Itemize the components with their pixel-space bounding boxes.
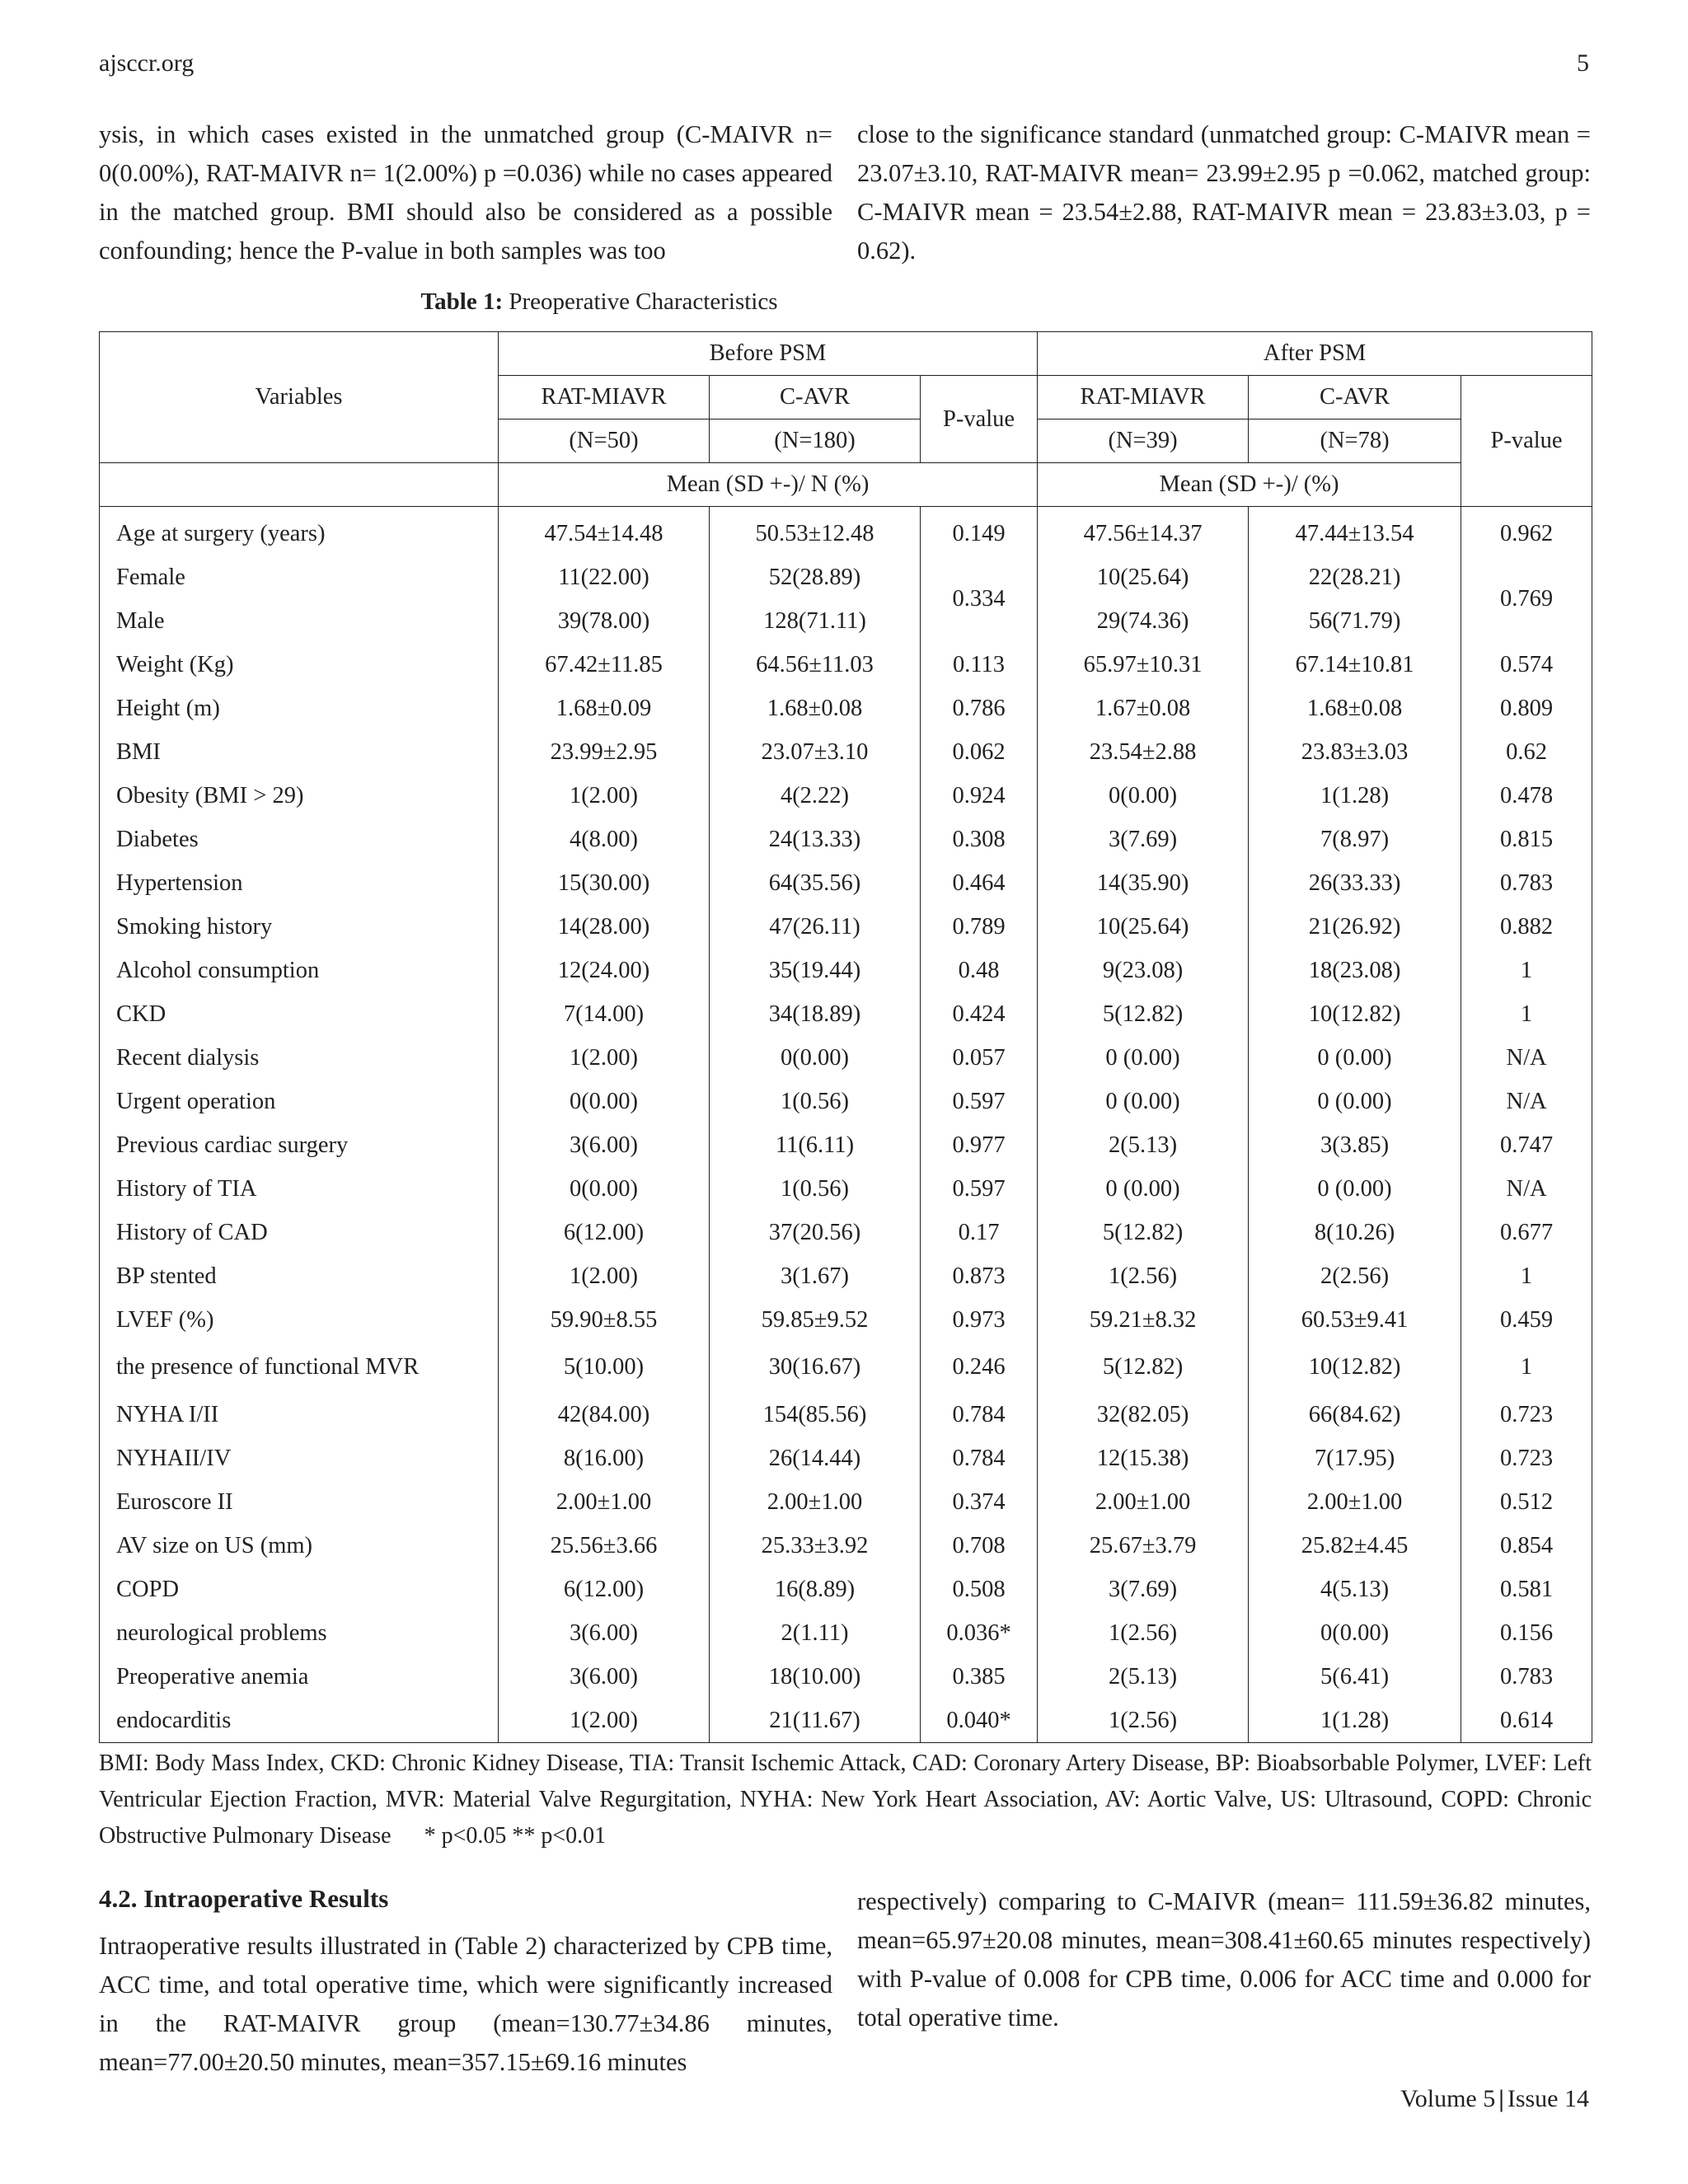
- header-after-mean: Mean (SD +-)/ (%): [1038, 463, 1461, 507]
- value-cell-b-rat: 12(24.00): [499, 949, 710, 992]
- value-cell-a-rat: 47.56±14.37: [1038, 507, 1249, 556]
- footer: [1400, 2085, 1589, 2113]
- value-cell-a-cavr: 0(0.00): [1249, 1611, 1461, 1655]
- table-row: [100, 1123, 1592, 1167]
- value-cell-a-rat: 1(2.56): [1038, 1699, 1249, 1743]
- value-cell-a-p: 0.581: [1461, 1568, 1592, 1611]
- variable-cell: endocarditis: [100, 1699, 499, 1743]
- value-cell-a-cavr: 47.44±13.54: [1249, 507, 1461, 556]
- value-cell-b-rat: 7(14.00): [499, 992, 710, 1036]
- value-cell-b-cavr: 52(28.89): [710, 555, 921, 599]
- header-variables-spacer: [100, 463, 499, 507]
- section-right-text: respectively) comparing to C-MAIVR (mean= 111.59±36.82 minutes, mean=65.97±20.08 minutes, mean=308.41±60.65 minutes respectively) with P-value of 0.008 for CPB time, 0.006 for ACC time and 0.000 for total operative time.: [857, 1887, 1591, 2032]
- value-cell-a-p: 0.769: [1461, 555, 1592, 643]
- value-cell-b-p: 0.17: [921, 1211, 1038, 1254]
- value-cell-b-rat: 1.68±0.09: [499, 687, 710, 730]
- value-cell-a-p: 0.614: [1461, 1699, 1592, 1743]
- value-cell-b-cavr: 34(18.89): [710, 992, 921, 1036]
- value-cell-a-cavr: 1.68±0.08: [1249, 687, 1461, 730]
- value-cell-a-cavr: 10(12.82): [1249, 992, 1461, 1036]
- value-cell-a-rat: 29(74.36): [1038, 599, 1249, 643]
- value-cell-a-cavr: 66(84.62): [1249, 1393, 1461, 1436]
- value-cell-a-cavr: 8(10.26): [1249, 1211, 1461, 1254]
- variable-cell: neurological problems: [100, 1611, 499, 1655]
- value-cell-a-rat: 23.54±2.88: [1038, 730, 1249, 774]
- value-cell-b-cavr: 128(71.11): [710, 599, 921, 643]
- value-cell-a-rat: 2(5.13): [1038, 1655, 1249, 1699]
- value-cell-b-cavr: 3(1.67): [710, 1254, 921, 1298]
- header-variables: Variables: [100, 332, 499, 463]
- value-cell-a-rat: 14(35.90): [1038, 861, 1249, 905]
- value-cell-b-p: 0.040*: [921, 1699, 1038, 1743]
- header-after-cavr: [1249, 376, 1461, 419]
- value-cell-b-p: 0.036*: [921, 1611, 1038, 1655]
- value-cell-b-cavr: 0(0.00): [710, 1036, 921, 1080]
- value-cell-a-rat: 1(2.56): [1038, 1254, 1249, 1298]
- value-cell-b-p: 0.977: [921, 1123, 1038, 1167]
- footer-volume: Volume 5: [1400, 2085, 1496, 2112]
- value-cell-a-rat: 0 (0.00): [1038, 1080, 1249, 1123]
- value-cell-b-rat: 1(2.00): [499, 1699, 710, 1743]
- header-before-rat: [499, 376, 710, 419]
- value-cell-b-rat: 59.90±8.55: [499, 1298, 710, 1342]
- variable-cell: Previous cardiac surgery: [100, 1123, 499, 1167]
- value-cell-a-cavr: 67.14±10.81: [1249, 643, 1461, 687]
- variable-cell: Recent dialysis: [100, 1036, 499, 1080]
- value-cell-b-cavr: 30(16.67): [710, 1342, 921, 1393]
- variable-cell: BMI: [100, 730, 499, 774]
- table-row: [100, 1342, 1592, 1393]
- value-cell-b-p: 0.708: [921, 1524, 1038, 1568]
- value-cell-a-cavr: 26(33.33): [1249, 861, 1461, 905]
- variable-cell: History of CAD: [100, 1211, 499, 1254]
- value-cell-b-cavr: 2(1.11): [710, 1611, 921, 1655]
- table-body: [100, 507, 1592, 1743]
- value-cell-a-p: 0.478: [1461, 774, 1592, 818]
- value-cell-a-cavr: 2(2.56): [1249, 1254, 1461, 1298]
- header-before-cavr-n: (N=180): [710, 419, 921, 463]
- value-cell-a-p: 1: [1461, 1342, 1592, 1393]
- value-cell-a-p: 0.677: [1461, 1211, 1592, 1254]
- variable-cell: the presence of functional MVR: [100, 1342, 499, 1393]
- value-cell-b-cavr: 1(0.56): [710, 1080, 921, 1123]
- variable-cell: Euroscore II: [100, 1480, 499, 1524]
- variable-cell: COPD: [100, 1568, 499, 1611]
- value-cell-a-p: 0.512: [1461, 1480, 1592, 1524]
- table-row: [100, 1699, 1592, 1743]
- value-cell-b-rat: 11(22.00): [499, 555, 710, 599]
- value-cell-a-rat: 12(15.38): [1038, 1436, 1249, 1480]
- value-cell-a-rat: 0 (0.00): [1038, 1167, 1249, 1211]
- table-caption-text: Preoperative Characteristics: [503, 288, 778, 315]
- significance-note: * p<0.05 ** p<0.01: [424, 1823, 607, 1849]
- value-cell-a-cavr: 25.82±4.45: [1249, 1524, 1461, 1568]
- value-cell-a-cavr: 60.53±9.41: [1249, 1298, 1461, 1342]
- value-cell-b-cavr: 50.53±12.48: [710, 507, 921, 556]
- value-cell-b-cavr: 154(85.56): [710, 1393, 921, 1436]
- value-cell-b-p: 0.464: [921, 861, 1038, 905]
- value-cell-b-p: 0.113: [921, 643, 1038, 687]
- value-cell-a-rat: 3(7.69): [1038, 1568, 1249, 1611]
- value-cell-a-cavr: 4(5.13): [1249, 1568, 1461, 1611]
- value-cell-b-rat: 0(0.00): [499, 1167, 710, 1211]
- value-cell-b-p: 0.973: [921, 1298, 1038, 1342]
- value-cell-b-p: 0.246: [921, 1342, 1038, 1393]
- value-cell-b-cavr: 2.00±1.00: [710, 1480, 921, 1524]
- value-cell-a-rat: 9(23.08): [1038, 949, 1249, 992]
- header-before-cavr-label: C-AVR: [780, 384, 850, 410]
- table-row: [100, 1254, 1592, 1298]
- header-after-cavr-n: (N=78): [1249, 419, 1461, 463]
- value-cell-a-cavr: 1(1.28): [1249, 774, 1461, 818]
- value-cell-b-p: 0.374: [921, 1480, 1038, 1524]
- value-cell-b-rat: 0(0.00): [499, 1080, 710, 1123]
- header-after-psm: After PSM: [1038, 332, 1592, 376]
- value-cell-b-rat: 3(6.00): [499, 1123, 710, 1167]
- header-before-cavr: [710, 376, 921, 419]
- preoperative-characteristics-table: [99, 331, 1592, 1743]
- value-cell-b-cavr: 4(2.22): [710, 774, 921, 818]
- value-cell-a-p: 0.962: [1461, 507, 1592, 556]
- value-cell-a-p: N/A: [1461, 1036, 1592, 1080]
- value-cell-a-p: 0.809: [1461, 687, 1592, 730]
- value-cell-a-p: 0.783: [1461, 861, 1592, 905]
- section-left-text: Intraoperative results illustrated in (Table 2) characterized by CPB time, ACC time, and total operative time, which were significantly increased in the RAT-MAIVR group (mean=130.77±34.86 minutes, mean=77.00±20.50 minutes, mean=357.15±69.16 minutes: [99, 1932, 832, 2076]
- value-cell-b-p: 0.385: [921, 1655, 1038, 1699]
- value-cell-b-rat: 15(30.00): [499, 861, 710, 905]
- variable-cell: Weight (Kg): [100, 643, 499, 687]
- value-cell-b-cavr: 37(20.56): [710, 1211, 921, 1254]
- variable-cell: LVEF (%): [100, 1298, 499, 1342]
- value-cell-b-cavr: 11(6.11): [710, 1123, 921, 1167]
- value-cell-b-cavr: 26(14.44): [710, 1436, 921, 1480]
- value-cell-a-p: N/A: [1461, 1080, 1592, 1123]
- value-cell-b-rat: 6(12.00): [499, 1568, 710, 1611]
- table-row: [100, 1436, 1592, 1480]
- value-cell-b-rat: 2.00±1.00: [499, 1480, 710, 1524]
- footer-issue: Issue 14: [1507, 2085, 1589, 2112]
- header-before-psm: Before PSM: [499, 332, 1038, 376]
- variable-cell: Diabetes: [100, 818, 499, 861]
- value-cell-a-cavr: 18(23.08): [1249, 949, 1461, 992]
- value-cell-a-p: 0.882: [1461, 905, 1592, 949]
- top-left-paragraph: [99, 115, 832, 270]
- header-after-rat-n: (N=39): [1038, 419, 1249, 463]
- table-row: [100, 1080, 1592, 1123]
- value-cell-a-p: 0.459: [1461, 1298, 1592, 1342]
- variable-cell: Male: [100, 599, 499, 643]
- value-cell-b-rat: 3(6.00): [499, 1611, 710, 1655]
- value-cell-b-p: 0.784: [921, 1436, 1038, 1480]
- value-cell-a-rat: 1.67±0.08: [1038, 687, 1249, 730]
- value-cell-b-cavr: 35(19.44): [710, 949, 921, 992]
- value-cell-a-p: 0.747: [1461, 1123, 1592, 1167]
- value-cell-a-p: 0.854: [1461, 1524, 1592, 1568]
- table-row: [100, 1655, 1592, 1699]
- value-cell-b-p: 0.597: [921, 1080, 1038, 1123]
- table-row: [100, 818, 1592, 861]
- value-cell-a-rat: 5(12.82): [1038, 992, 1249, 1036]
- table-row: [100, 1211, 1592, 1254]
- variable-cell: BP stented: [100, 1254, 499, 1298]
- value-cell-a-cavr: 10(12.82): [1249, 1342, 1461, 1393]
- variable-cell: CKD: [100, 992, 499, 1036]
- top-right-text: close to the significance standard (unmatched group: C-MAIVR mean = 23.07±3.10, RAT-MAIVR mean= 23.99±2.95 p =0.062, matched group: C-MAIVR mean = 23.54±2.88, RAT-MAIVR mean = 23.83±3.03, p = 0.62).: [857, 120, 1591, 265]
- value-cell-b-rat: 4(8.00): [499, 818, 710, 861]
- value-cell-b-cavr: 18(10.00): [710, 1655, 921, 1699]
- value-cell-b-p: 0.508: [921, 1568, 1038, 1611]
- variable-cell: Height (m): [100, 687, 499, 730]
- variable-cell: Preoperative anemia: [100, 1655, 499, 1699]
- table-caption: [0, 288, 1198, 316]
- value-cell-a-p: 0.574: [1461, 643, 1592, 687]
- value-cell-a-cavr: 1(1.28): [1249, 1699, 1461, 1743]
- value-cell-a-p: 0.156: [1461, 1611, 1592, 1655]
- value-cell-b-p: 0.784: [921, 1393, 1038, 1436]
- value-cell-a-cavr: 0 (0.00): [1249, 1036, 1461, 1080]
- header-after-pvalue: P-value: [1461, 376, 1592, 507]
- value-cell-b-p: 0.308: [921, 818, 1038, 861]
- value-cell-b-p: 0.924: [921, 774, 1038, 818]
- value-cell-b-cavr: 25.33±3.92: [710, 1524, 921, 1568]
- value-cell-b-p: 0.786: [921, 687, 1038, 730]
- value-cell-b-rat: 39(78.00): [499, 599, 710, 643]
- value-cell-b-rat: 25.56±3.66: [499, 1524, 710, 1568]
- value-cell-b-rat: 47.54±14.48: [499, 507, 710, 556]
- site-url: ajsccr.org: [99, 49, 195, 77]
- value-cell-a-p: 0.723: [1461, 1436, 1592, 1480]
- value-cell-b-cavr: 24(13.33): [710, 818, 921, 861]
- value-cell-b-p: 0.334: [921, 555, 1038, 643]
- value-cell-a-cavr: 0 (0.00): [1249, 1167, 1461, 1211]
- section-right-column: [857, 1882, 1591, 2037]
- value-cell-b-cavr: 64.56±11.03: [710, 643, 921, 687]
- value-cell-b-rat: 5(10.00): [499, 1342, 710, 1393]
- value-cell-a-p: 0.723: [1461, 1393, 1592, 1436]
- variable-cell: AV size on US (mm): [100, 1524, 499, 1568]
- value-cell-b-cavr: 16(8.89): [710, 1568, 921, 1611]
- value-cell-b-rat: 42(84.00): [499, 1393, 710, 1436]
- variable-cell: History of TIA: [100, 1167, 499, 1211]
- value-cell-a-rat: 65.97±10.31: [1038, 643, 1249, 687]
- value-cell-a-rat: 5(12.82): [1038, 1211, 1249, 1254]
- value-cell-a-cavr: 5(6.41): [1249, 1655, 1461, 1699]
- table-row: [100, 599, 1592, 643]
- value-cell-a-rat: 0(0.00): [1038, 774, 1249, 818]
- value-cell-a-rat: 10(25.64): [1038, 555, 1249, 599]
- value-cell-b-rat: 14(28.00): [499, 905, 710, 949]
- table-row: [100, 774, 1592, 818]
- value-cell-b-cavr: 1.68±0.08: [710, 687, 921, 730]
- value-cell-a-cavr: 56(71.79): [1249, 599, 1461, 643]
- value-cell-a-rat: 3(7.69): [1038, 818, 1249, 861]
- table-row: [100, 1393, 1592, 1436]
- table-row: [100, 1036, 1592, 1080]
- variable-cell: Age at surgery (years): [100, 507, 499, 556]
- variable-cell: Alcohol consumption: [100, 949, 499, 992]
- value-cell-b-cavr: 1(0.56): [710, 1167, 921, 1211]
- value-cell-b-cavr: 47(26.11): [710, 905, 921, 949]
- table-row: [100, 992, 1592, 1036]
- value-cell-a-p: N/A: [1461, 1167, 1592, 1211]
- value-cell-b-cavr: 64(35.56): [710, 861, 921, 905]
- value-cell-b-rat: 67.42±11.85: [499, 643, 710, 687]
- value-cell-b-cavr: 23.07±3.10: [710, 730, 921, 774]
- value-cell-b-rat: 1(2.00): [499, 1254, 710, 1298]
- footer-separator: |: [1498, 2085, 1504, 2112]
- page-number: 5: [1577, 49, 1589, 77]
- section-left-column: [99, 1877, 832, 2082]
- variable-cell: Female: [100, 555, 499, 599]
- value-cell-a-p: 0.815: [1461, 818, 1592, 861]
- variable-cell: NYHA I/II: [100, 1393, 499, 1436]
- top-right-paragraph: [857, 115, 1591, 270]
- variable-cell: Urgent operation: [100, 1080, 499, 1123]
- value-cell-a-p: 1: [1461, 992, 1592, 1036]
- value-cell-a-p: 0.62: [1461, 730, 1592, 774]
- table-row: [100, 905, 1592, 949]
- header-before-rat-label: RAT-MIAVR: [541, 384, 667, 410]
- value-cell-b-rat: 6(12.00): [499, 1211, 710, 1254]
- table-row: [100, 1524, 1592, 1568]
- variable-cell: Smoking history: [100, 905, 499, 949]
- value-cell-b-rat: 23.99±2.95: [499, 730, 710, 774]
- variable-cell: Hypertension: [100, 861, 499, 905]
- table-row: [100, 1568, 1592, 1611]
- value-cell-a-p: 0.783: [1461, 1655, 1592, 1699]
- table-row: [100, 1611, 1592, 1655]
- table-row: [100, 730, 1592, 774]
- table-row: [100, 507, 1592, 556]
- value-cell-a-rat: 2(5.13): [1038, 1123, 1249, 1167]
- value-cell-b-p: 0.48: [921, 949, 1038, 992]
- top-left-text: ysis, in which cases existed in the unmatched group (C-MAIVR n= 0(0.00%), RAT-MAIVR n= 1(2.00%) p =0.036) while no cases appeared in the matched group. BMI should also be considered as a possible confounding; hence the P-value in both samples was too: [99, 120, 832, 265]
- value-cell-a-rat: 2.00±1.00: [1038, 1480, 1249, 1524]
- value-cell-a-cavr: 0 (0.00): [1249, 1080, 1461, 1123]
- table-row: [100, 1167, 1592, 1211]
- value-cell-b-p: 0.149: [921, 507, 1038, 556]
- abbreviations-note: BMI: Body Mass Index, CKD: Chronic Kidney Disease, TIA: Transit Ischemic Attack, CAD: Coronary Artery Disease, BP: Bioabsorbable Polymer, LVEF: Left Ventricular Ejection Fraction, MVR: Material Valve Regurgitation, NYHA: New York Heart Association, AV: Aortic Valve, US: Ultrasound, COPD: Chronic Obstructive Pulmonary Disease: [99, 1750, 1592, 1849]
- value-cell-b-p: 0.057: [921, 1036, 1038, 1080]
- header-after-rat: [1038, 376, 1249, 419]
- value-cell-b-cavr: 59.85±9.52: [710, 1298, 921, 1342]
- table-row: [100, 1480, 1592, 1524]
- section-heading: 4.2. Intraoperative Results: [99, 1884, 389, 1913]
- value-cell-b-rat: 1(2.00): [499, 1036, 710, 1080]
- header-after-rat-label: RAT-MIAVR: [1080, 384, 1206, 410]
- table-row: [100, 687, 1592, 730]
- table-row: [100, 861, 1592, 905]
- value-cell-a-cavr: 22(28.21): [1249, 555, 1461, 599]
- table-row: [100, 949, 1592, 992]
- value-cell-b-rat: 8(16.00): [499, 1436, 710, 1480]
- value-cell-a-rat: 10(25.64): [1038, 905, 1249, 949]
- header-before-rat-n: (N=50): [499, 419, 710, 463]
- header-after-cavr-label: C-AVR: [1320, 384, 1390, 410]
- variable-cell: NYHAII/IV: [100, 1436, 499, 1480]
- header-before-mean: Mean (SD +-)/ N (%): [499, 463, 1038, 507]
- value-cell-a-cavr: 3(3.85): [1249, 1123, 1461, 1167]
- header-before-pvalue: P-value: [921, 376, 1038, 463]
- value-cell-a-p: 1: [1461, 949, 1592, 992]
- value-cell-b-cavr: 21(11.67): [710, 1699, 921, 1743]
- value-cell-b-rat: 1(2.00): [499, 774, 710, 818]
- value-cell-b-rat: 3(6.00): [499, 1655, 710, 1699]
- value-cell-b-p: 0.873: [921, 1254, 1038, 1298]
- value-cell-a-cavr: 23.83±3.03: [1249, 730, 1461, 774]
- table-notes: [99, 1746, 1592, 1854]
- table-row: [100, 555, 1592, 599]
- value-cell-a-rat: 32(82.05): [1038, 1393, 1249, 1436]
- value-cell-a-cavr: 2.00±1.00: [1249, 1480, 1461, 1524]
- value-cell-b-p: 0.062: [921, 730, 1038, 774]
- variable-cell: Obesity (BMI > 29): [100, 774, 499, 818]
- value-cell-a-cavr: 7(8.97): [1249, 818, 1461, 861]
- value-cell-a-cavr: 21(26.92): [1249, 905, 1461, 949]
- value-cell-a-rat: 1(2.56): [1038, 1611, 1249, 1655]
- table-row: [100, 643, 1592, 687]
- value-cell-b-p: 0.424: [921, 992, 1038, 1036]
- value-cell-a-rat: 0 (0.00): [1038, 1036, 1249, 1080]
- value-cell-a-p: 1: [1461, 1254, 1592, 1298]
- value-cell-a-cavr: 7(17.95): [1249, 1436, 1461, 1480]
- value-cell-b-p: 0.789: [921, 905, 1038, 949]
- value-cell-a-rat: 59.21±8.32: [1038, 1298, 1249, 1342]
- table-row: [100, 1298, 1592, 1342]
- value-cell-b-p: 0.597: [921, 1167, 1038, 1211]
- value-cell-a-rat: 25.67±3.79: [1038, 1524, 1249, 1568]
- value-cell-a-rat: 5(12.82): [1038, 1342, 1249, 1393]
- table-caption-label: Table 1:: [420, 288, 504, 315]
